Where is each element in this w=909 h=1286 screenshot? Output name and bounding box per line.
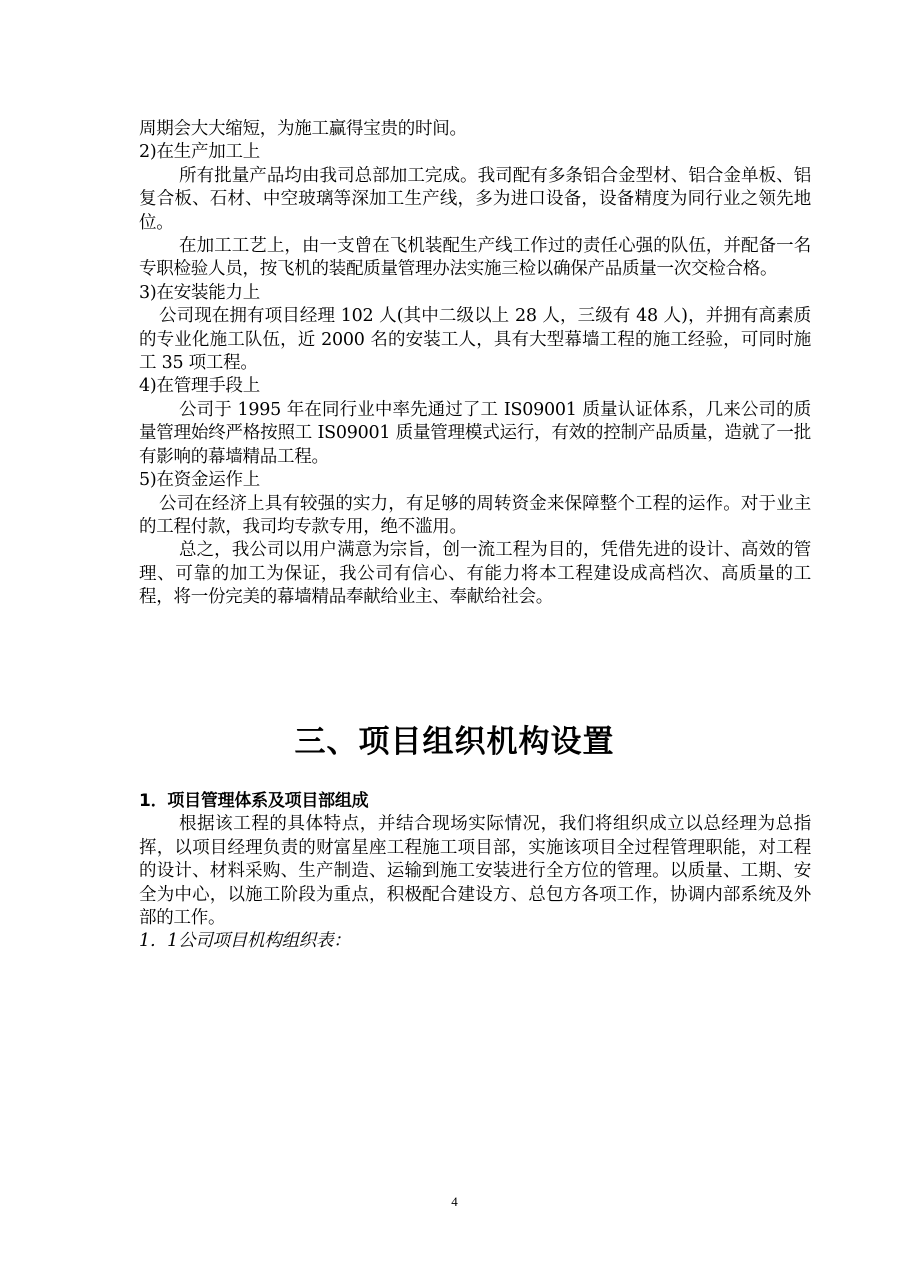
paragraph-continuation: 周期会大大缩短，为施工赢得宝贵的时间。	[139, 119, 467, 139]
subsection-paragraph: 根据该工程的具体特点，并结合现场实际情况，我们将组织成立以总经理为总指挥，以项目经理负责的财富星座工程施工项目部，实施该项目全过程管理职能，对工程的设计、材料采购、生产制造、运输到施工安装进行全方位的管理。以质量、工期、安全为中心，以施工阶段为重点，积极配合建设方、总包方各项工作，协调内部系统及外部的工作。	[139, 814, 811, 929]
body-text-block	[139, 118, 811, 610]
subsection-block	[139, 790, 811, 954]
paragraph-management: 公司于 1995 年在同行业中率先通过了工 IS09001 质量认证体系，几来公司的质量管理始终严格按照工 IS09001 质量管理模式运行，有效的控制产品质量，造就了一批有影响的幕墙精品工程。	[139, 399, 811, 467]
page-number: 4	[451, 1194, 458, 1209]
paragraph-production: 所有批量产品均由我司总部加工完成。我司配有多条铝合金型材、铝合金单板、铝复合板、石材、中空玻璃等深加工生产线，多为进口设备，设备精度为同行业之领先地位。	[139, 165, 811, 233]
section-title: 三、项目组织机构设置	[294, 724, 615, 760]
list-heading-finance: 5)在资金运作上	[139, 470, 260, 491]
paragraph-finance: 公司在经济上具有较强的实力，有足够的周转资金来保障整个工程的运作。对于业主的工程付款，我司均专款专用，绝不滥用。	[139, 493, 811, 537]
list-heading-management: 4)在管理手段上	[139, 376, 260, 397]
list-heading-installation: 3)在安装能力上	[139, 282, 260, 303]
table-caption: 1．1公司项目机构组织表：	[139, 931, 351, 952]
subsection-heading: 1．项目管理体系及项目部组成	[139, 791, 369, 811]
list-heading-production: 2)在生产加工上	[139, 142, 260, 163]
paragraph-installation: 公司现在拥有项目经理 102 人(其中二级以上 28 人，三级有 48 人)，并拥有高素质的专业化施工队伍，近 2000 名的安装工人，具有大型幕墙工程的施工经验，可同时施工 35 项工程。	[139, 306, 811, 374]
paragraph-process: 在加工工艺上，由一支曾在飞机装配生产线工作过的责任心强的队伍，并配备一名专职检验人员，按飞机的装配质量管理办法实施三检以确保产品质量一次交检合格。	[139, 236, 811, 280]
paragraph-summary: 总之，我公司以用户满意为宗旨，创一流工程为目的，凭借先进的设计、高效的管理、可靠的加工为保证，我公司有信心、有能力将本工程建设成高档次、高质量的工程，将一份完美的幕墙精品奉献给业主、奉献给社会。	[139, 540, 811, 608]
